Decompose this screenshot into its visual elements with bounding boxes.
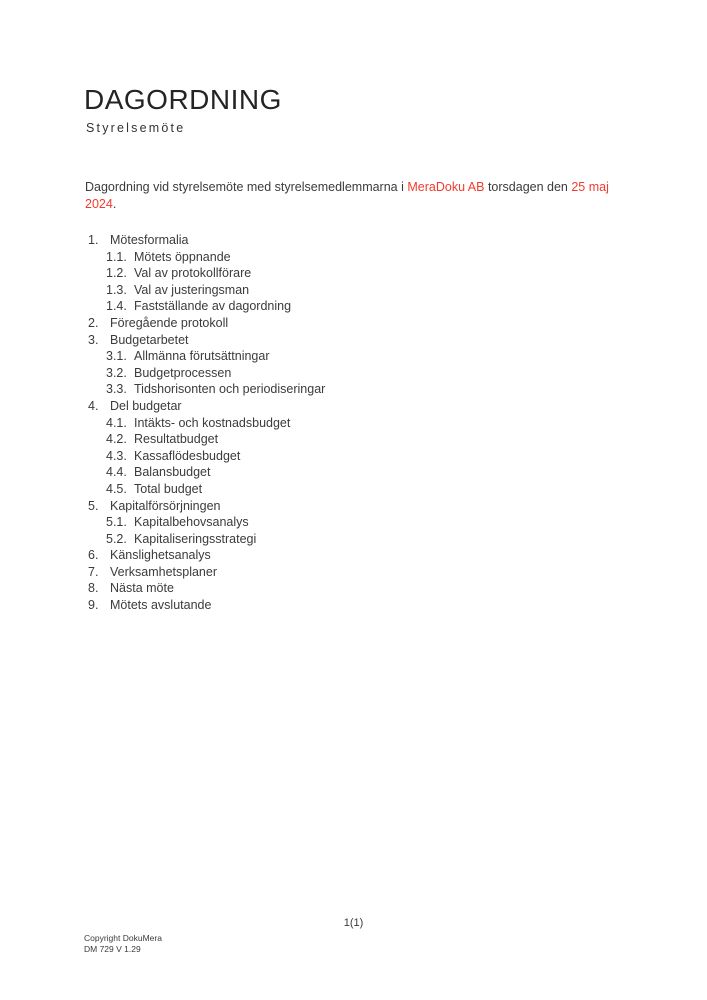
agenda-item-label: Budgetprocessen (134, 365, 232, 380)
agenda-item-label: Kassaflödesbudget (134, 448, 241, 463)
agenda-item-4-2 (85, 431, 325, 448)
agenda-item-number: 1.4. (106, 299, 127, 314)
agenda-item-label: Intäkts- och kostnadsbudget (134, 415, 291, 430)
agenda-item-label: Verksamhetsplaner (110, 564, 218, 579)
agenda-item-number: 4.1. (106, 415, 127, 430)
agenda-item-number: 5.2. (106, 531, 127, 546)
agenda-item-number: 5. (88, 498, 99, 513)
agenda-item-9 (85, 597, 325, 614)
agenda-item-label: Nästa möte (110, 581, 174, 596)
agenda-item-1-3 (85, 282, 325, 299)
agenda-item-label: Balansbudget (134, 465, 211, 480)
agenda-item-1-4 (85, 298, 325, 315)
agenda-item-1 (85, 232, 325, 249)
copyright-line: Copyright DokuMera (84, 933, 162, 943)
document-subtitle: Styrelsemöte (86, 121, 186, 135)
document-title: DAGORDNING (84, 84, 282, 115)
company-name: MeraDoku AB (407, 180, 485, 194)
agenda-item-label: Total budget (134, 481, 203, 496)
agenda-item-number: 2. (88, 315, 99, 330)
agenda-item-label: Val av protokollförare (134, 266, 252, 281)
agenda-item-number: 4.3. (106, 448, 127, 463)
agenda-item-label: Mötesformalia (110, 233, 189, 247)
agenda-item-label: Mötets avslutande (110, 598, 212, 613)
agenda-item-label: Allmänna förutsättningar (134, 349, 270, 364)
agenda-item-number: 1. (88, 233, 99, 247)
agenda-item-4-3 (85, 448, 325, 465)
agenda-item-number: 1.3. (106, 282, 127, 297)
agenda-item-label: Mötets öppnande (134, 249, 231, 264)
agenda-item-4-4 (85, 464, 325, 481)
agenda-item-number: 1.1. (106, 249, 127, 264)
agenda-item-4 (85, 398, 325, 415)
agenda-item-5 (85, 498, 325, 515)
agenda-item-4-1 (85, 415, 325, 432)
agenda-item-label: Kapitalbehovsanalys (134, 515, 249, 530)
agenda-item-number: 8. (88, 581, 99, 596)
agenda-item-7 (85, 564, 325, 581)
agenda-item-label: Resultatbudget (134, 432, 219, 447)
page-number: 1(1) (343, 917, 364, 929)
agenda-item-3 (85, 332, 325, 349)
agenda-item-3-3 (85, 381, 325, 398)
agenda-item-label: Känslighetsanalys (110, 548, 211, 563)
agenda-item-3-1 (85, 348, 325, 365)
agenda-item-number: 3.1. (106, 349, 127, 364)
agenda-item-number: 4.5. (106, 481, 127, 496)
intro-text-1: Dagordning vid styrelsemöte med styrelsemedlemmarna i (85, 180, 408, 194)
agenda-item-1-1 (85, 249, 325, 266)
agenda-item-number: 6. (88, 548, 99, 563)
agenda-item-label: Budgetarbetet (110, 332, 189, 347)
agenda-item-6 (85, 547, 325, 564)
agenda-item-number: 1.2. (106, 266, 127, 281)
agenda-item-8 (85, 580, 325, 597)
agenda-item-label: Val av justeringsman (134, 282, 250, 297)
agenda-item-label: Kapitalförsörjningen (110, 498, 221, 513)
agenda-item-label: Kapitaliseringsstrategi (134, 531, 257, 546)
agenda-item-label: Tidshorisonten och periodiseringar (134, 382, 326, 397)
agenda-item-number: 5.1. (106, 515, 127, 530)
agenda-item-label: Fastställande av dagordning (134, 299, 292, 314)
agenda-item-2 (85, 315, 325, 332)
agenda-item-3-2 (85, 365, 325, 382)
meeting-date-year: 2024 (85, 197, 113, 211)
agenda-item-5-1 (85, 514, 325, 531)
agenda-item-4-5 (85, 481, 325, 498)
agenda-item-5-2 (85, 531, 325, 548)
version-line: DM 729 V 1.29 (84, 944, 141, 954)
agenda-item-number: 3.3. (106, 382, 127, 397)
intro-paragraph (85, 179, 645, 213)
agenda-item-number: 9. (88, 598, 99, 613)
agenda-item-number: 7. (88, 564, 99, 579)
meeting-date-day: 25 maj (571, 180, 609, 194)
agenda-list (85, 232, 325, 614)
intro-period: . (112, 197, 117, 211)
intro-text-2: torsdagen den (484, 180, 572, 194)
agenda-item-label: Föregående protokoll (110, 315, 229, 330)
agenda-item-number: 4.4. (106, 465, 127, 480)
agenda-item-label: Del budgetar (110, 398, 182, 413)
agenda-item-1-2 (85, 265, 325, 282)
footer-copyright (84, 933, 162, 955)
agenda-item-number: 4. (88, 398, 99, 413)
agenda-item-number: 4.2. (106, 432, 127, 447)
agenda-item-number: 3. (88, 332, 99, 347)
agenda-item-number: 3.2. (106, 365, 127, 380)
